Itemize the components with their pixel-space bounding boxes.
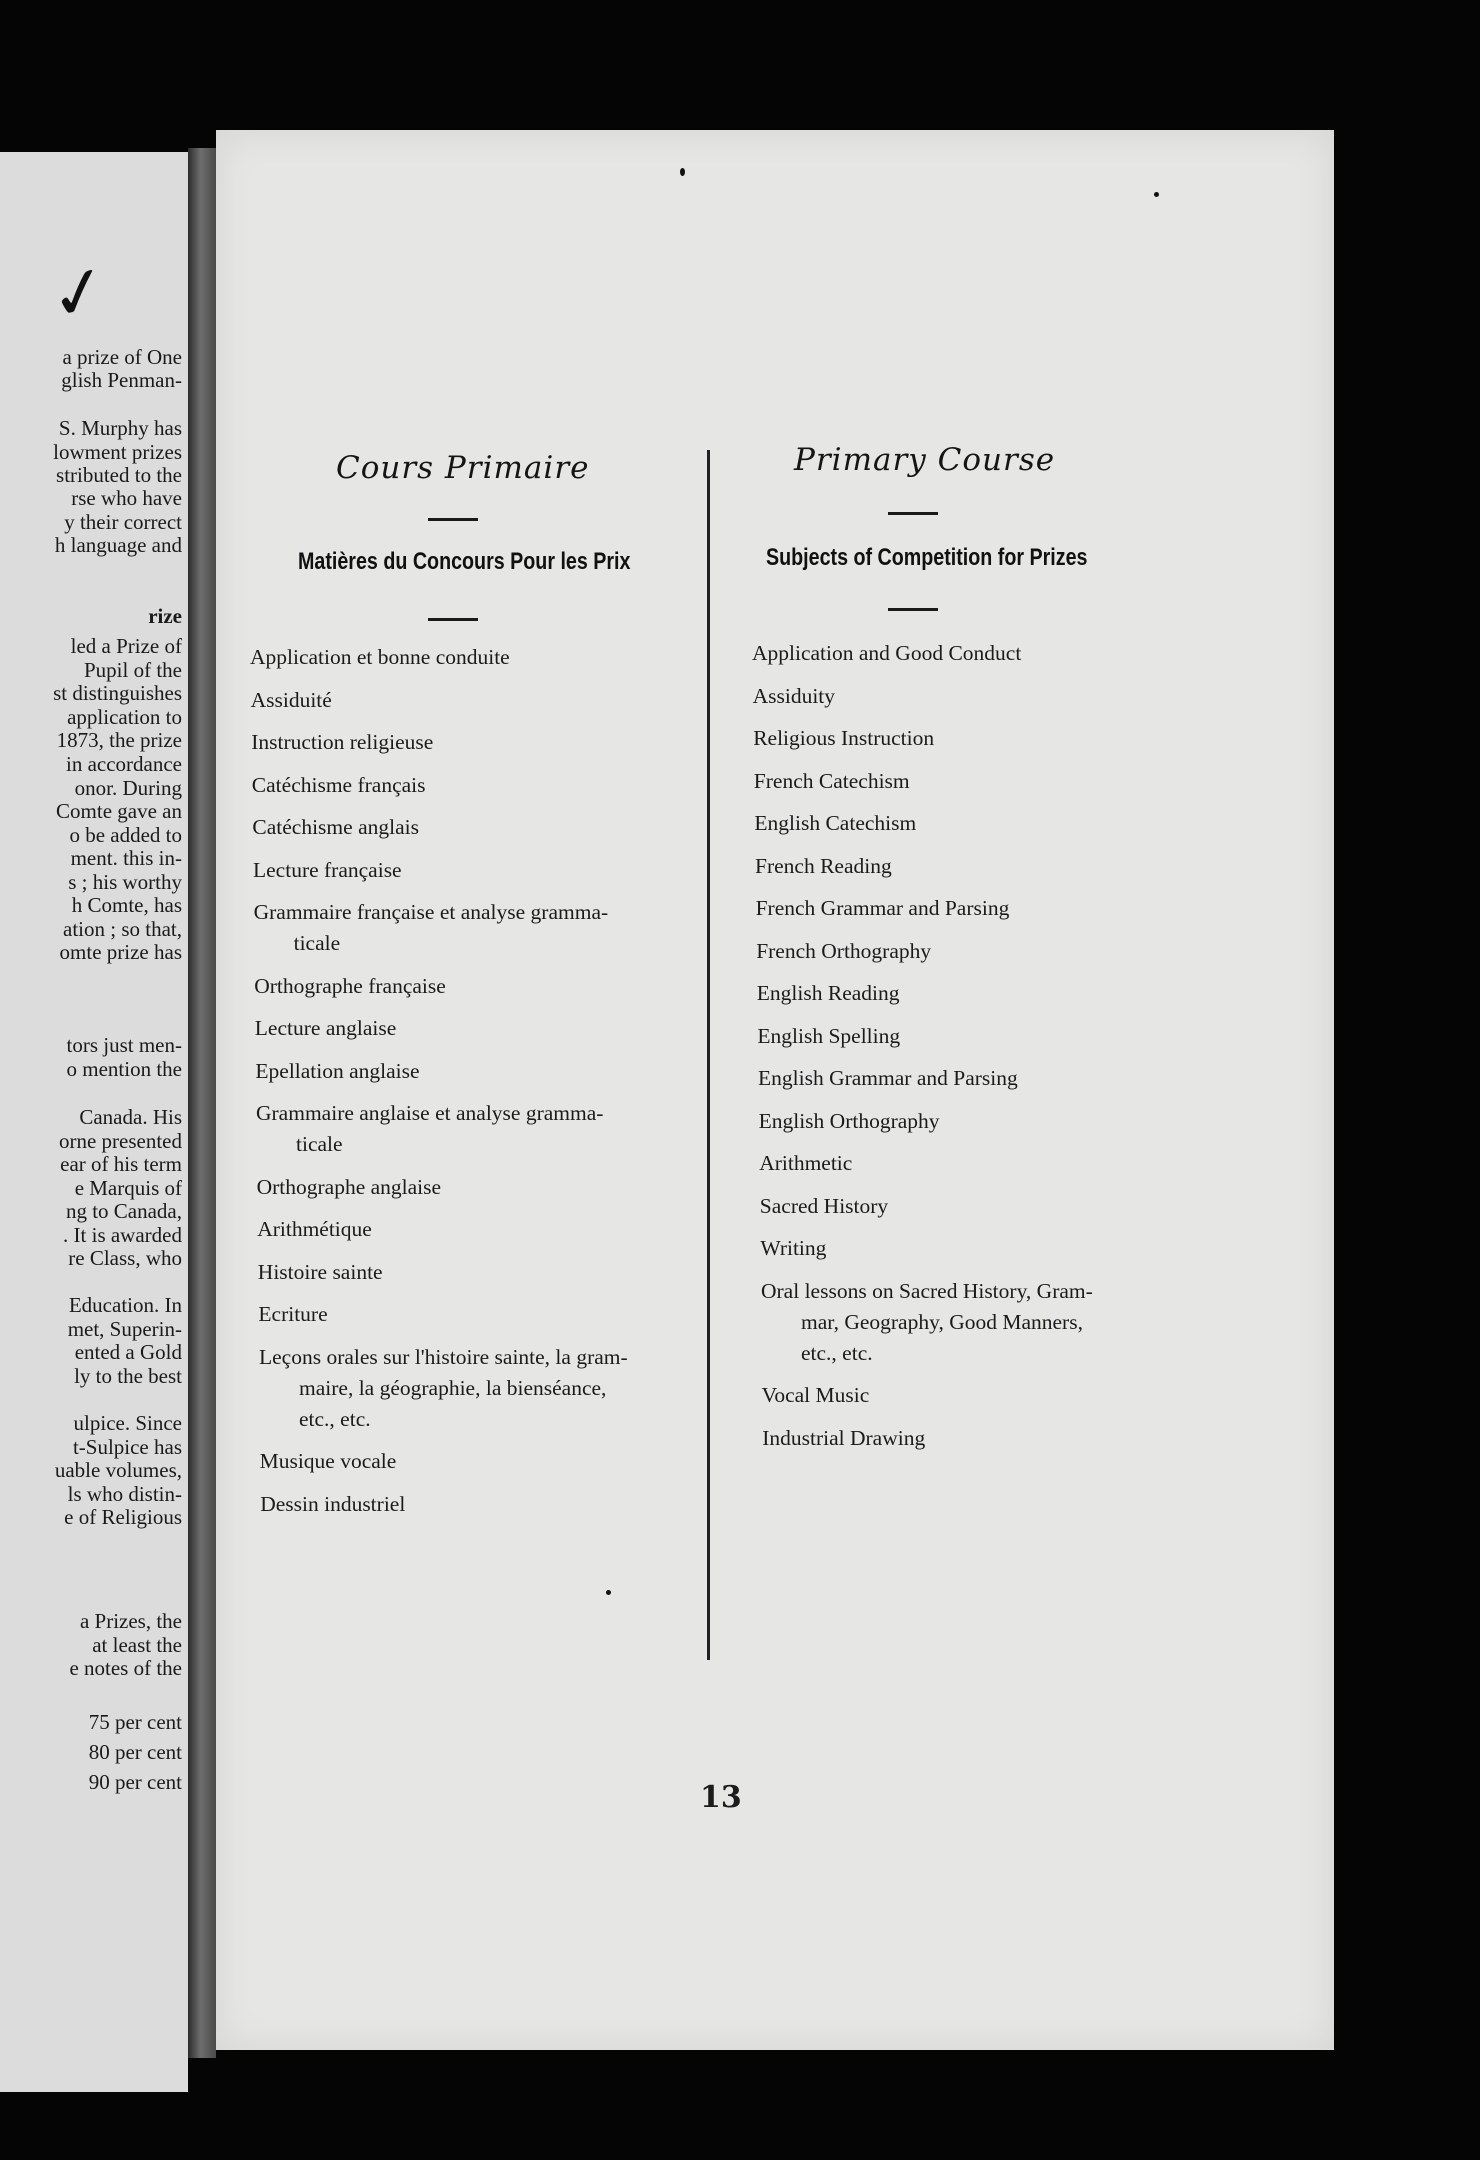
- subject-item: [260, 1446, 397, 1477]
- left-page-line: re Class, who: [68, 1246, 182, 1270]
- left-page-line: Comte gave an: [56, 799, 182, 823]
- subject-item: [252, 812, 419, 843]
- subject-item: [255, 1056, 419, 1087]
- subject-line: Epellation anglaise: [255, 1058, 420, 1083]
- check-mark-icon: ✓: [42, 250, 117, 339]
- subject-line: Oral lessons on Sacred History, Gram-: [761, 1278, 1093, 1303]
- left-page-line: in accordance: [65, 752, 182, 776]
- subject-line: Catéchisme français: [251, 772, 426, 797]
- subject-item: [762, 1423, 925, 1454]
- subject-item: [761, 1276, 1093, 1369]
- subject-item: [255, 1013, 396, 1044]
- left-page-line: led a Prize of: [70, 634, 182, 658]
- subject-item: [257, 1172, 441, 1203]
- left-page-line: 80 per cent: [88, 1740, 182, 1764]
- left-page-line: omte prize has: [59, 940, 182, 964]
- left-page-line: Canada. His: [79, 1105, 182, 1129]
- subject-item: [759, 1106, 940, 1137]
- subject-line: French Orthography: [756, 938, 932, 963]
- left-page-line: rize: [148, 604, 182, 628]
- subject-item: [260, 1489, 405, 1520]
- french-course-title: Cours Primaire: [336, 450, 590, 486]
- left-page-line: t-Sulpice has: [72, 1435, 182, 1459]
- subject-line: Arithmétique: [257, 1217, 372, 1241]
- subject-item: [760, 1191, 888, 1222]
- subject-line: French Reading: [755, 853, 892, 878]
- subject-line: Grammaire anglaise et analyse gramma-: [256, 1101, 604, 1125]
- left-page-line: 75 per cent: [88, 1710, 182, 1734]
- paper-speck: [1154, 192, 1159, 197]
- left-page-line: stributed to the: [56, 463, 182, 487]
- left-page-line: Education. In: [68, 1293, 182, 1317]
- french-subtitle-rule: [428, 618, 478, 621]
- subject-line: French Catechism: [753, 768, 910, 793]
- french-subtitle: Matières du Concours Pour les Prix: [298, 548, 631, 575]
- left-page-line: ented a Gold: [74, 1340, 182, 1364]
- subject-line: French Grammar and Parsing: [755, 896, 1010, 920]
- left-page-line: e of Religious: [64, 1505, 182, 1529]
- left-page-line: met, Superin-: [67, 1317, 182, 1341]
- left-page-line: ear of his term: [60, 1152, 182, 1176]
- subject-continuation: etc., etc.: [801, 1340, 873, 1365]
- subject-line: Application and Good Conduct: [752, 641, 1022, 665]
- left-page-line: st distinguishes: [53, 681, 182, 705]
- subject-item: [258, 1257, 383, 1288]
- subject-line: Application et bonne conduite: [250, 645, 510, 669]
- left-page-line: Pupil of the: [84, 658, 182, 682]
- left-page-line: h Comte, has: [71, 893, 182, 917]
- subject-line: English Catechism: [754, 811, 917, 835]
- left-page-line: . It is awarded: [63, 1223, 182, 1247]
- subject-continuation: ticale: [293, 931, 341, 955]
- left-page-line: tors just men-: [66, 1033, 182, 1057]
- subject-line: English Reading: [756, 981, 900, 1005]
- subject-line: English Spelling: [757, 1023, 901, 1048]
- left-page-line: lowment prizes: [53, 440, 182, 464]
- left-page-line: ly to the best: [74, 1364, 182, 1388]
- left-page-line: a Prizes, the: [79, 1609, 182, 1633]
- subject-line: Lecture française: [253, 857, 402, 882]
- left-page-line: orne presented: [58, 1129, 182, 1153]
- paper-speck: [680, 168, 685, 176]
- subject-line: English Grammar and Parsing: [758, 1066, 1018, 1090]
- left-page-line: ment. this in-: [70, 846, 182, 870]
- subject-item: [753, 723, 934, 754]
- subject-item: [253, 855, 402, 886]
- subject-line: Sacred History: [759, 1193, 889, 1218]
- subject-item: [259, 1342, 628, 1435]
- left-page-line: glish Penman-: [61, 368, 182, 392]
- subject-item: [251, 685, 332, 716]
- subject-line: Religious Instruction: [753, 726, 935, 750]
- subject-item: [759, 1148, 852, 1179]
- subject-item: [754, 766, 910, 797]
- left-page-line: application to: [67, 705, 182, 729]
- left-page-line: 1873, the prize: [56, 728, 182, 752]
- main-page: [216, 130, 1334, 2050]
- left-page-line: a prize of One: [62, 345, 182, 369]
- subject-continuation: maire, la géographie, la bienséance,: [299, 1375, 607, 1400]
- subject-item: [254, 971, 446, 1002]
- subject-line: Orthographe anglaise: [256, 1174, 442, 1199]
- subject-line: Grammaire française et analyse gramma-: [253, 900, 609, 924]
- subject-continuation: etc., etc.: [299, 1406, 371, 1431]
- left-page-line: s ; his worthy: [68, 870, 182, 894]
- left-page-line: o be added to: [69, 823, 182, 847]
- subject-item: [252, 770, 426, 801]
- subject-item: [758, 1063, 1018, 1094]
- left-page-line: e Marquis of: [74, 1176, 182, 1200]
- subject-line: English Orthography: [758, 1108, 940, 1133]
- subject-item: [757, 1021, 900, 1052]
- subject-line: Musique vocale: [259, 1449, 397, 1473]
- left-page-line: o mention the: [66, 1057, 182, 1081]
- subject-item: [753, 681, 835, 712]
- subject-line: Arithmetic: [759, 1151, 853, 1175]
- subject-continuation: mar, Geography, Good Manners,: [801, 1309, 1083, 1334]
- subject-line: Instruction religieuse: [251, 730, 434, 754]
- subject-item: [756, 893, 1010, 924]
- subject-item: [755, 851, 892, 882]
- left-page-line: uable volumes,: [54, 1458, 182, 1482]
- english-subtitle: Subjects of Competition for Prizes: [766, 544, 1088, 571]
- subject-line: Assiduité: [250, 687, 332, 712]
- english-subtitle-rule: [888, 608, 938, 611]
- subject-item: [251, 727, 433, 758]
- subject-line: Assiduity: [752, 683, 836, 708]
- left-page-line: ulpice. Since: [73, 1411, 182, 1435]
- subject-item: [760, 1233, 826, 1264]
- subject-line: Vocal Music: [761, 1383, 870, 1407]
- page-number: 13: [700, 1780, 742, 1815]
- subject-line: Ecriture: [258, 1302, 328, 1326]
- subject-item: [757, 978, 900, 1009]
- previous-page-fragment: [0, 152, 188, 2092]
- left-page-line: onor. During: [74, 776, 182, 800]
- left-page-line: rse who have: [71, 486, 182, 510]
- english-course-title: Primary Course: [794, 442, 1056, 478]
- subject-item: [756, 936, 931, 967]
- left-page-line: ation ; so that,: [63, 917, 182, 941]
- subject-line: Dessin industriel: [260, 1491, 406, 1516]
- english-title-rule: [888, 512, 938, 515]
- subject-item: [752, 638, 1021, 669]
- subject-item: [254, 897, 609, 959]
- subject-line: Writing: [760, 1236, 827, 1260]
- subject-item: [762, 1380, 870, 1411]
- left-page-line: h language and: [54, 533, 182, 557]
- left-page-line: 90 per cent: [88, 1770, 182, 1794]
- column-divider: [707, 450, 710, 1660]
- subject-item: [754, 808, 916, 839]
- subject-item: [258, 1299, 327, 1330]
- subject-line: Industrial Drawing: [762, 1425, 926, 1450]
- left-page-line: S. Murphy has: [58, 416, 182, 440]
- french-title-rule: [428, 518, 478, 521]
- subject-line: Lecture anglaise: [254, 1016, 397, 1040]
- left-page-line: ls who distin-: [67, 1482, 182, 1506]
- subject-item: [257, 1214, 372, 1245]
- subject-continuation: ticale: [296, 1132, 343, 1156]
- subject-line: Leçons orales sur l'histoire sainte, la gram-: [259, 1344, 628, 1369]
- subject-line: Orthographe française: [254, 973, 446, 998]
- subject-line: Catéchisme anglais: [252, 815, 419, 839]
- subject-item: [250, 642, 510, 673]
- left-page-line: ng to Canada,: [65, 1199, 182, 1223]
- subject-item: [256, 1098, 603, 1160]
- left-page-line: y their correct: [64, 510, 182, 534]
- paper-speck: [606, 1590, 611, 1595]
- subject-line: Histoire sainte: [257, 1259, 383, 1284]
- page-gutter: [188, 148, 216, 2058]
- left-page-line: at least the: [92, 1633, 182, 1657]
- left-page-line: e notes of the: [69, 1656, 182, 1680]
